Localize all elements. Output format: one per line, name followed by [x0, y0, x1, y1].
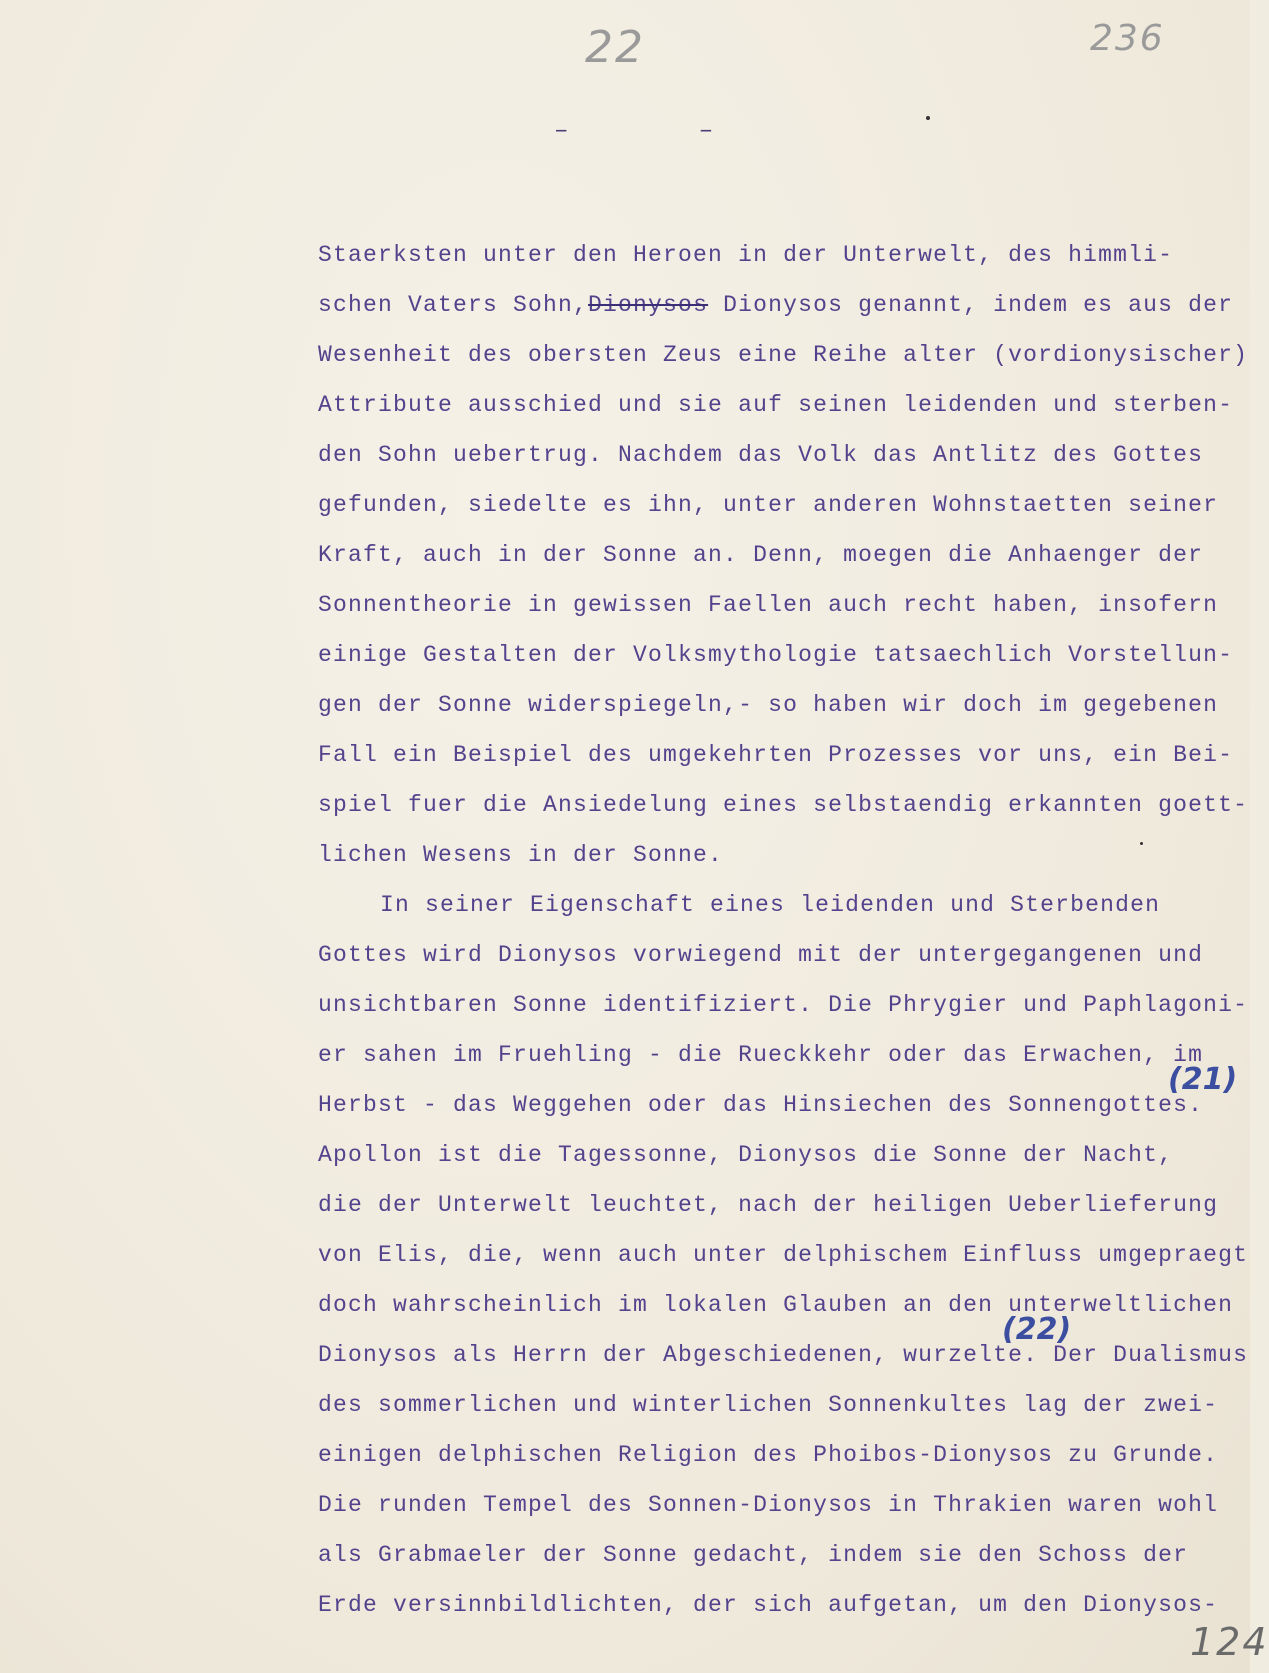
- margin-note-22: (22): [1002, 1312, 1072, 1347]
- text-line: die der Unterwelt leuchtet, nach der heiligen Ueberlieferung: [318, 1192, 1219, 1218]
- handwritten-bottom-number: 124: [1190, 1620, 1269, 1664]
- text-line: Fall ein Beispiel des umgekehrten Prozesses vor uns, ein Bei-: [318, 742, 1234, 768]
- text-line: Die runden Tempel des Sonnen-Dionysos in Thrakien waren wohl: [318, 1492, 1219, 1518]
- text-line: von Elis, die, wenn auch unter delphischem Einfluss umgepraegt: [318, 1242, 1249, 1268]
- handwritten-folio-number: 236: [1090, 18, 1165, 59]
- text-line: des sommerlichen und winterlichen Sonnenkultes lag der zwei-: [318, 1392, 1219, 1418]
- text-line: Staerksten unter den Heroen in der Unterwelt, des himmli-: [318, 242, 1174, 268]
- header-dashes: – –: [554, 118, 772, 145]
- text-line: Kraft, auch in der Sonne an. Denn, moegen die Anhaenger der: [318, 542, 1204, 568]
- text-line: Attribute ausschied und sie auf seinen leidenden und sterben-: [318, 392, 1234, 418]
- text-line: einigen delphischen Religion des Phoibos-Dionysos zu Grunde.: [318, 1442, 1219, 1468]
- struck-out-word: Dionysos: [588, 292, 709, 318]
- text-line: den Sohn uebertrug. Nachdem das Volk das Antlitz des Gottes: [318, 442, 1204, 468]
- text-line: Wesenheit des obersten Zeus eine Reihe alter (vordionysischer): [318, 342, 1249, 368]
- typed-text-body: [318, 230, 1253, 1630]
- text-line: einige Gestalten der Volksmythologie tatsaechlich Vorstellun-: [318, 642, 1234, 668]
- text-line: spiel fuer die Ansiedelung eines selbstaendig erkannten goett-: [318, 792, 1249, 818]
- ink-speck: [926, 116, 930, 120]
- text-line: Erde versinnbildlichten, der sich aufgetan, um den Dionysos-: [318, 1592, 1219, 1618]
- ink-speck: [1140, 842, 1143, 845]
- text-line: [318, 280, 1253, 330]
- text-line: doch wahrscheinlich im lokalen Glauben an den unterweltlichen: [318, 1292, 1234, 1318]
- text-line: gen der Sonne widerspiegeln,- so haben wir doch im gegebenen: [318, 692, 1219, 718]
- text-line: gefunden, siedelte es ihn, unter anderen Wohnstaetten seiner: [318, 492, 1219, 518]
- text-line: unsichtbaren Sonne identifiziert. Die Phrygier und Paphlagoni-: [318, 992, 1249, 1018]
- text-line: Apollon ist die Tagessonne, Dionysos die Sonne der Nacht,: [318, 1142, 1174, 1168]
- text-line: Sonnentheorie in gewissen Faellen auch recht haben, insofern: [318, 592, 1219, 618]
- handwritten-page-number: 22: [585, 22, 645, 73]
- text-fragment: Dionysos genannt, indem es aus der: [723, 292, 1234, 318]
- text-line: Gottes wird Dionysos vorwiegend mit der untergegangenen und: [318, 942, 1204, 968]
- text-fragment: schen Vaters Sohn,: [318, 292, 589, 318]
- text-line: Herbst - das Weggehen oder das Hinsiechen des Sonnengottes.: [318, 1092, 1204, 1118]
- text-line: lichen Wesens in der Sonne.: [318, 842, 724, 868]
- text-line: als Grabmaeler der Sonne gedacht, indem sie den Schoss der: [318, 1542, 1189, 1568]
- text-line: er sahen im Fruehling - die Rueckkehr oder das Erwachen, im: [318, 1042, 1204, 1068]
- text-line-paragraph-start: In seiner Eigenschaft eines leidenden und Sterbenden: [380, 892, 1161, 918]
- margin-note-21: (21): [1168, 1062, 1238, 1097]
- text-line: Dionysos als Herrn der Abgeschiedenen, wurzelte. Der Dualismus: [318, 1342, 1249, 1368]
